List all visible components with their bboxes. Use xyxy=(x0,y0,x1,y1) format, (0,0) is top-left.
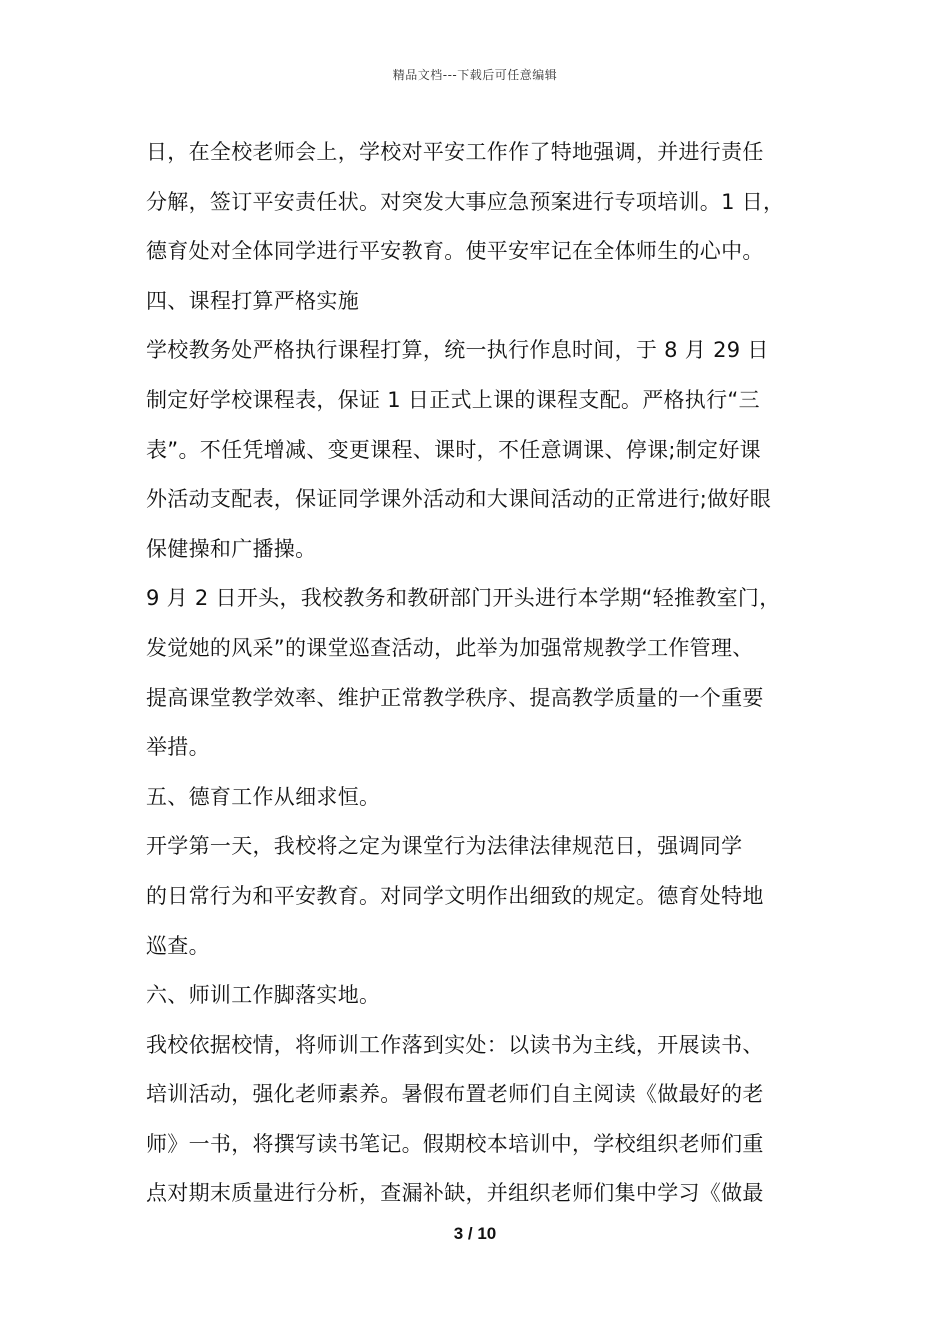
text-line: 日，在全校老师会上，学校对平安工作作了特地强调，并进行责任 xyxy=(146,140,764,164)
text-line: 的日常行为和平安教育。对同学文明作出细致的规定。德育处特地 xyxy=(146,883,764,908)
text-line: 开学第一天，我校将之定为课堂行为法律法律规范日，强调同学 xyxy=(146,834,743,859)
section-heading: 六、师训工作脚落实地。 xyxy=(146,983,381,1008)
section-heading: 四、课程打算严格实施 xyxy=(146,288,359,313)
section-heading: 五、德育工作从细求恒。 xyxy=(146,784,381,809)
text-line: 表”。不任凭增减、变更课程、课时，不任意调课、停课;制定好课 xyxy=(146,437,761,462)
text-line: 9 月 2 日开头，我校教务和教研部门开头进行本学期“轻推教室门， xyxy=(146,586,781,611)
text-line: 培训活动，强化老师素养。暑假布置老师们自主阅读《做最好的老 xyxy=(146,1082,764,1107)
text-line: 点对期末质量进行分析，查漏补缺，并组织老师们集中学习《做最 xyxy=(146,1181,764,1206)
text-line: 师》一书，将撰写读书笔记。假期校本培训中，学校组织老师们重 xyxy=(146,1131,764,1156)
text-line: 提高课堂教学效率、维护正常教学秩序、提高教学质量的一个重要 xyxy=(146,685,764,710)
text-line: 保健操和广播操。 xyxy=(146,536,317,561)
text-line: 发觉她的风采”的课堂巡查活动，此举为加强常规教学工作管理、 xyxy=(146,635,754,660)
text-line: 举措。 xyxy=(146,735,210,760)
text-line: 制定好学校课程表，保证 1 日正式上课的课程支配。严格执行“三 xyxy=(146,387,760,412)
text-line: 外活动支配表，保证同学课外活动和大课间活动的正常进行;做好眼 xyxy=(146,487,772,512)
text-line: 我校依据校情，将师训工作落到实处：以读书为主线，开展读书、 xyxy=(146,1032,764,1057)
text-line: 德育处对全体同学进行平安教育。使平安牢记在全体师生的心中。 xyxy=(146,239,764,264)
document-body xyxy=(146,128,816,1219)
text-line: 分解，签订平安责任状。对突发大事应急预案进行专项培训。1 日， xyxy=(146,189,785,214)
page-number: 3 / 10 xyxy=(453,1224,497,1243)
page-header: 精品文档---下载后可任意编辑 xyxy=(392,68,558,82)
text-line: 学校教务处严格执行课程打算，统一执行作息时间，于 8 月 29 日 xyxy=(146,338,769,363)
text-line: 巡查。 xyxy=(146,933,210,958)
